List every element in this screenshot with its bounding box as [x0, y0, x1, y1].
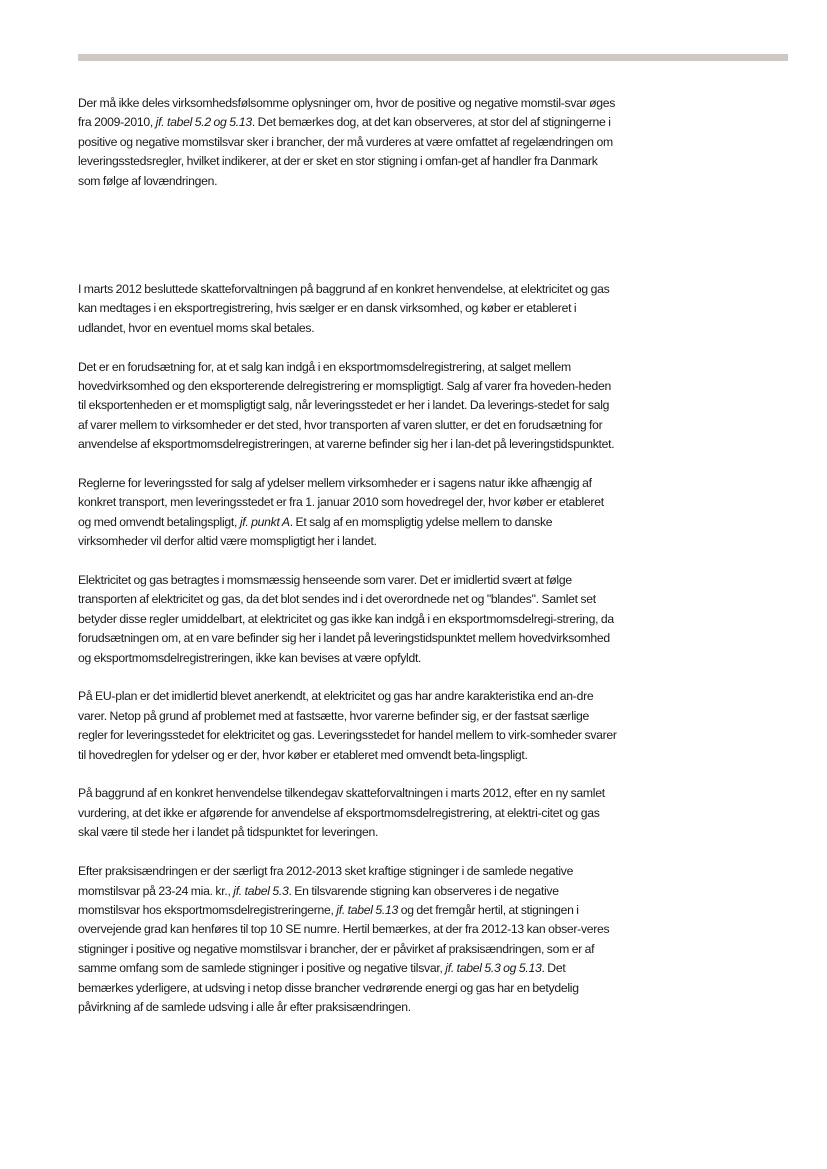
paragraph: Reglerne for leveringssted for salg af ydelser mellem virksomheder er i sagens natur ikke afhængig af konkret transport, men leveringsstedet er fra 1. januar 2010 som hovedregel der, hvor køber er etableret og med omvendt betalingspligt, jf. punkt A. Et salg af en momspligtig ydelse mellem to danske virksomheder vil derfor altid være momspligtigt her i landet.	[78, 476, 604, 549]
paragraph: I marts 2012 besluttede skatteforvaltningen på baggrund af en konkret henvendelse, at elektricitet og gas kan medtages i en eksportregistrering, hvis sælger er en dansk virksomhed, og køber er etableret i udlandet, hvor en eventuel moms skal betales.	[78, 282, 610, 335]
paragraph: På EU-plan er det imidlertid blevet anerkendt, at elektricitet og gas har andre karakteristika end an-dre varer. Netop på grund af problemet med at fastsætte, hvor varerne befinder sig, er der fastsat særlige regler for leveringsstedet for elektricitet og gas. Leveringsstedet for handel mellem to virk-somheder svarer til hovedreglen for ydelser og er der, hvor køber er etableret med omvendt beta-lingspligt.	[78, 689, 617, 762]
paragraph: Det er en forudsætning for, at et salg kan indgå i en eksportmomsdelregistrering, at salget mellem hovedvirksomhed og den eksporterende delregistrering er momspligtigt. Salg af varer fra hoveden-heden til eksportenheden er et momspligtigt salg, når leveringsstedet er her i landet. Da leverings-stedet for salg af varer mellem to virksomheder er det sted, hvor transporten af varen slutter, er det en forudsætning for anvendelse af eksportmomsdelregistreringen, at varerne befinder sig her i lan-det på leveringstidspunktet.	[78, 359, 615, 452]
section-reference: jf. punkt A	[239, 514, 290, 529]
paragraph: Der må ikke deles virksomhedsfølsomme oplysninger om, hvor de positive og negative momstil-svar øges fra 2009-2010, jf. tabel 5.2 og 5.13. Det bemærkes dog, at det kan observeres, at stor del af stigningerne i positive og negative momstilsvar sker i brancher, der må vurderes at være omfattet af regelændringen om leveringsstedsregler, hvilket indikerer, at der er sket en stor stigning i omfan-get af handler fra Danmark som følge af lovændringen.	[78, 96, 616, 188]
paragraph: Elektricitet og gas betragtes i momsmæssig henseende som varer. Det er imidlertid svært at følge transporten af elektricitet og gas, da det blot sendes ind i det overordnede net og "blandes". Samlet set betyder disse regler umiddelbart, at elektricitet og gas ikke kan indgå i en eksportmomsdelregi-strering, da forudsætningen om, at en vare befinder sig her i landet på leveringstidspunktet mellem hovedvirksomhed og eksportmomsdelregistreringen, ikke kan bevises at være opfyldt.	[78, 573, 614, 665]
paragraph: På baggrund af en konkret henvendelse tilkendegav skatteforvaltningen i marts 2012, efter en ny samlet vurdering, at det ikke er afgørende for anvendelse af eksportmomsdelregistrering, at elektri-citet og gas skal være til stede her i landet på tidspunktet for leveringen.	[78, 786, 605, 840]
table-reference: jf. tabel 5.13	[336, 902, 399, 917]
header-rule	[78, 54, 788, 61]
table-reference: jf. tabel 5.3	[233, 883, 289, 898]
text-block-main	[78, 280, 618, 1017]
table-reference: jf. tabel 5.2 og 5.13	[155, 115, 252, 130]
text-block-top	[78, 94, 618, 191]
table-reference: jf. tabel 5.3 og 5.13	[445, 961, 542, 976]
paragraph: Efter praksisændringen er der særligt fra 2012-2013 sket kraftige stigninger i de samlede negative momstilsvar på 23-24 mia. kr., jf. tabel 5.3. En tilsvarende stigning kan observeres i de negative momstilsvar hos eksportmomsdelregistreringerne, jf. tabel 5.13 og det fremgår hertil, at stigningen i overvejende grad kan henføres til top 10 SE numre. Hertil bemærkes, at der fra 2012-13 kan obser-veres stigninger i positive og negative momstilsvar i brancher, der er påvirket af praksisændringen, som er af samme omfang som de samlede stigninger i positive og negative tilsvar, jf. tabel 5.3 og 5.13. Det bemærkes yderligere, at udsving i netop disse brancher vedrørende energi og gas har en betydelig påvirkning af de samlede udsving i alle år efter praksisændringen.	[78, 864, 610, 1014]
